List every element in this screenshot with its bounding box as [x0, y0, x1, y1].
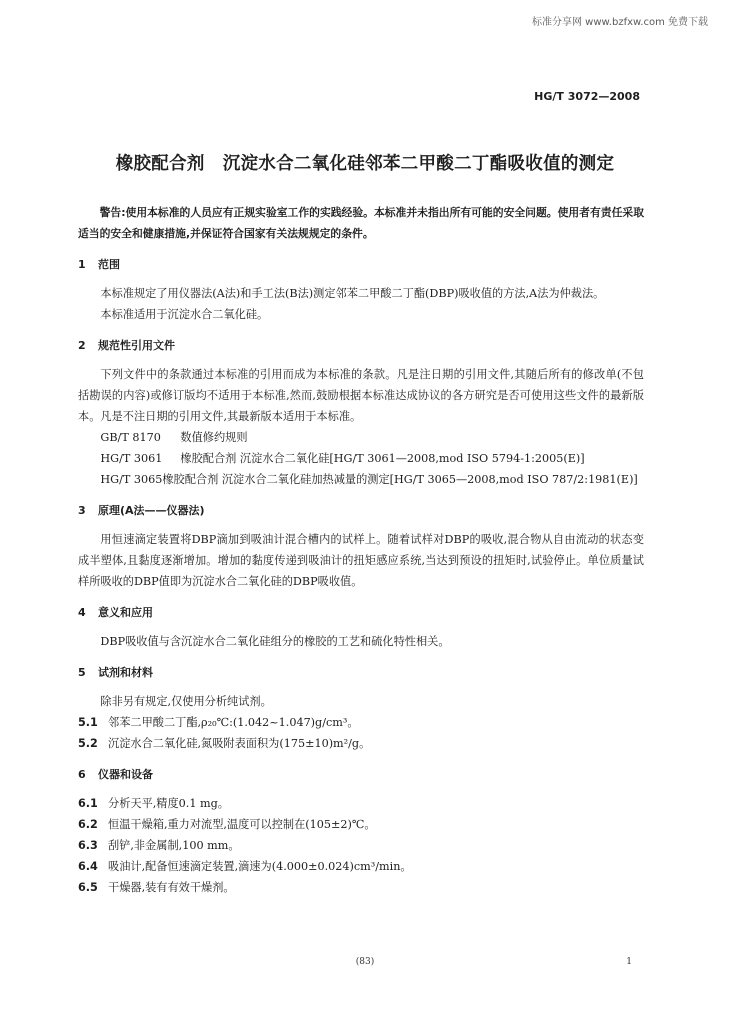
- reference-code: GB/T 8170: [100, 431, 161, 444]
- safety-warning: 警告:使用本标准的人员应有正规实验室工作的实践经验。本标准并未指出所有可能的安全问题。使用者有责任采取适当的安全和健康措施,并保证符合国家有关法规规定的条件。: [78, 206, 644, 240]
- subsection-item: [78, 856, 644, 877]
- watermark-text: 标准分享网 www.bzfxw.com 免费下载: [532, 17, 708, 28]
- section-number: 1: [78, 258, 86, 271]
- section-4-heading: [78, 602, 644, 623]
- reference-text: 橡胶配合剂 沉淀水合二氧化硅加热减量的测定[HG/T 3065—2008,mod ISO 787/2:1981(E)]: [162, 473, 638, 486]
- section-4-paragraph-1: DBP吸收值与含沉淀水合二氧化硅组分的橡胶的工艺和硫化特性相关。: [100, 635, 450, 648]
- subsection-item: [78, 793, 644, 814]
- subsection-number: 6.5: [78, 881, 98, 894]
- section-number: 5: [78, 666, 86, 679]
- reference-item: [78, 427, 644, 448]
- section-1-paragraph-2: 本标准适用于沉淀水合二氧化硅。: [100, 308, 269, 321]
- subsection-number: 6.4: [78, 860, 98, 873]
- subsection-text: 分析天平,精度0.1 mg。: [108, 797, 229, 810]
- reference-text: 橡胶配合剂 沉淀水合二氧化硅[HG/T 3061—2008,mod ISO 5794-1:2005(E)]: [180, 452, 585, 465]
- section-number: 3: [78, 504, 86, 517]
- section-number: 6: [78, 768, 86, 781]
- page-number-center: (83): [355, 957, 375, 967]
- section-2-paragraph-1: 下列文件中的条款通过本标准的引用而成为本标准的条款。凡是注日期的引用文件,其随后所有的修改单(不包括勘误的内容)或修订版均不适用于本标准,然而,鼓励根据本标准达成协议的各方研究是否可使用这些文件的最新版本。凡是不注日期的引用文件,其最新版本适用于本标准。: [78, 368, 644, 423]
- reference-text: 数值修约规则: [180, 431, 248, 444]
- subsection-text: 刮铲,非金属制,100 mm。: [108, 839, 240, 852]
- section-5-paragraph-1: 除非另有规定,仅使用分析纯试剂。: [100, 695, 272, 708]
- reference-code: HG/T 3065: [100, 473, 163, 486]
- subsection-text: 吸油计,配备恒速滴定装置,滴速为(4.000±0.024)cm³/min。: [108, 860, 412, 873]
- subsection-text: 邻苯二甲酸二丁酯,ρ₂₀℃:(1.042~1.047)g/cm³。: [108, 716, 359, 729]
- section-number: 4: [78, 606, 86, 619]
- subsection-item: [78, 877, 644, 898]
- section-title: 试剂和材料: [98, 666, 153, 679]
- reference-item: [78, 469, 644, 490]
- subsection-number: 5.1: [78, 716, 98, 729]
- subsection-text: 干燥器,装有有效干燥剂。: [108, 881, 235, 894]
- section-2-heading: [78, 335, 644, 356]
- reference-code: HG/T 3061: [100, 452, 163, 465]
- subsection-item: [78, 733, 644, 754]
- standard-code: HG/T 3072—2008: [534, 90, 640, 103]
- section-title: 原理(A法——仪器法): [98, 504, 205, 517]
- title-part-2: 沉淀水合二氧化硅邻苯二甲酸二丁酯吸收值的测定: [222, 154, 615, 174]
- subsection-text: 恒温干燥箱,重力对流型,温度可以控制在(105±2)℃。: [108, 818, 376, 831]
- section-number: 2: [78, 339, 86, 352]
- section-3-heading: [78, 500, 644, 521]
- subsection-text: 沉淀水合二氧化硅,氮吸附表面积为(175±10)m²/g。: [108, 737, 371, 750]
- section-title: 意义和应用: [98, 606, 153, 619]
- section-3-paragraph-1: 用恒速滴定装置将DBP滴加到吸油计混合槽内的试样上。随着试样对DBP的吸收,混合物从自由流动的状态变成半塑体,且黏度逐渐增加。增加的黏度传递到吸油计的扭矩感应系统,当达到预设的扭矩时,试验停止。单位质量试样所吸收的DBP值即为沉淀水合二氧化硅的DBP吸收值。: [78, 533, 644, 588]
- section-title: 仪器和设备: [98, 768, 153, 781]
- reference-item: [78, 448, 644, 469]
- section-1-paragraph-1: 本标准规定了用仪器法(A法)和手工法(B法)测定邻苯二甲酸二丁酯(DBP)吸收值的方法,A法为仲裁法。: [100, 287, 605, 300]
- subsection-number: 5.2: [78, 737, 98, 750]
- document-body: [78, 202, 644, 898]
- subsection-number: 6.2: [78, 818, 98, 831]
- subsection-item: [78, 814, 644, 835]
- subsection-number: 6.3: [78, 839, 98, 852]
- title-part-1: 橡胶配合剂: [115, 154, 205, 174]
- section-1-heading: [78, 254, 644, 275]
- subsection-item: [78, 835, 644, 856]
- section-title: 规范性引用文件: [98, 339, 175, 352]
- subsection-number: 6.1: [78, 797, 98, 810]
- section-6-heading: [78, 764, 644, 785]
- subsection-item: [78, 712, 644, 733]
- section-5-heading: [78, 662, 644, 683]
- document-title: [0, 150, 730, 175]
- section-title: 范围: [98, 258, 120, 271]
- page-number-right: 1: [626, 957, 632, 967]
